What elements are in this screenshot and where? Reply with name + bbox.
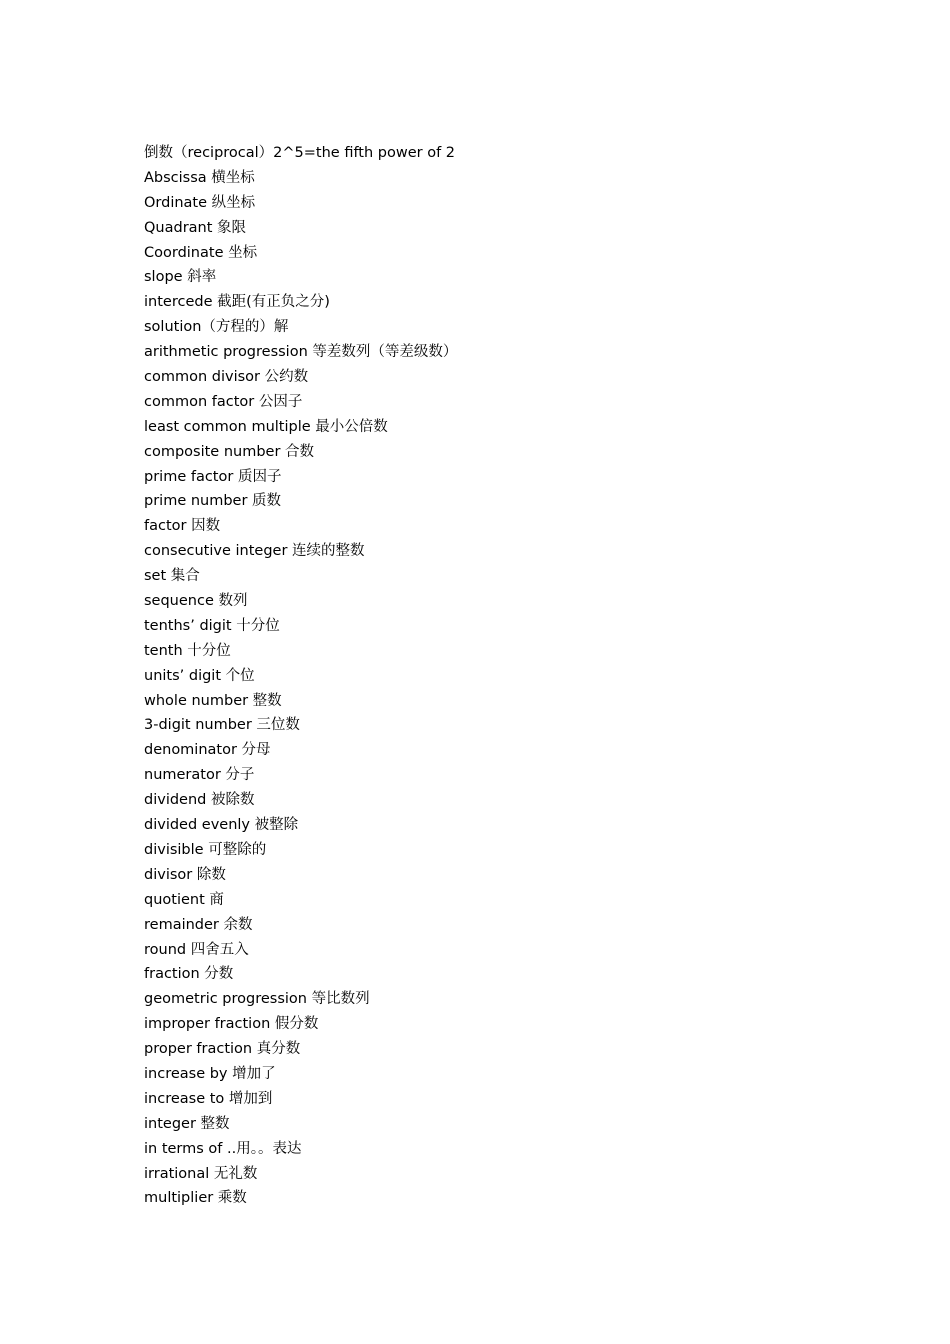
vocab-line: 倒数（reciprocal）2^5=the fifth power of 2 (144, 145, 456, 161)
vocab-line: units’ digit 个位 (144, 667, 255, 684)
vocab-line: improper fraction 假分数 (144, 1016, 319, 1033)
vocab-line: multiplier 乘数 (144, 1190, 247, 1207)
vocab-line: Quadrant 象限 (144, 219, 247, 236)
vocab-line: Abscissa 横坐标 (144, 169, 255, 186)
vocab-line: increase to 增加到 (144, 1090, 273, 1107)
vocab-line: integer 整数 (144, 1115, 230, 1132)
vocab-line: dividend 被除数 (144, 792, 255, 809)
vocab-line: denominator 分母 (144, 742, 271, 759)
vocab-line: divisor 除数 (144, 866, 226, 883)
vocab-line: set 集合 (144, 568, 200, 585)
vocab-line: sequence 数列 (144, 593, 248, 610)
vocab-line: Coordinate 坐标 (144, 244, 258, 261)
vocab-line: irrational 无礼数 (144, 1165, 258, 1182)
vocab-line: whole number 整数 (144, 692, 282, 709)
vocab-line: round 四舍五入 (144, 941, 249, 958)
vocab-line: tenths’ digit 十分位 (144, 617, 280, 634)
vocab-line: fraction 分数 (144, 966, 234, 983)
vocab-line: common divisor 公约数 (144, 369, 309, 386)
vocab-line: factor 因数 (144, 518, 221, 535)
vocab-line: composite number 合数 (144, 443, 315, 460)
vocab-line: remainder 余数 (144, 916, 253, 933)
vocab-line: quotient 商 (144, 891, 224, 908)
vocab-line: slope 斜率 (144, 269, 217, 286)
vocab-line: least common multiple 最小公倍数 (144, 418, 388, 435)
vocab-line: tenth 十分位 (144, 642, 231, 659)
vocab-line: solution（方程的）解 (144, 319, 289, 336)
vocab-line: proper fraction 真分数 (144, 1041, 301, 1058)
vocab-line: prime number 质数 (144, 493, 282, 510)
vocab-line: arithmetic progression 等差数列（等差级数） (144, 344, 458, 361)
vocab-line: divided evenly 被整除 (144, 817, 299, 834)
vocab-line: increase by 增加了 (144, 1065, 276, 1082)
vocab-line: common factor 公因子 (144, 393, 303, 410)
vocabulary-list (144, 141, 864, 1211)
vocab-line: 3-digit number 三位数 (144, 717, 300, 734)
vocab-line: divisible 可整除的 (144, 841, 267, 858)
vocab-line: geometric progression 等比数列 (144, 991, 370, 1008)
vocab-line: intercede 截距(有正负之分) (144, 294, 330, 311)
vocab-line: numerator 分子 (144, 767, 255, 784)
vocab-line: in terms of ..用。。表达 (144, 1140, 302, 1157)
vocab-line: consecutive integer 连续的整数 (144, 543, 365, 560)
vocab-line: Ordinate 纵坐标 (144, 194, 256, 211)
vocab-line: prime factor 质因子 (144, 468, 282, 485)
